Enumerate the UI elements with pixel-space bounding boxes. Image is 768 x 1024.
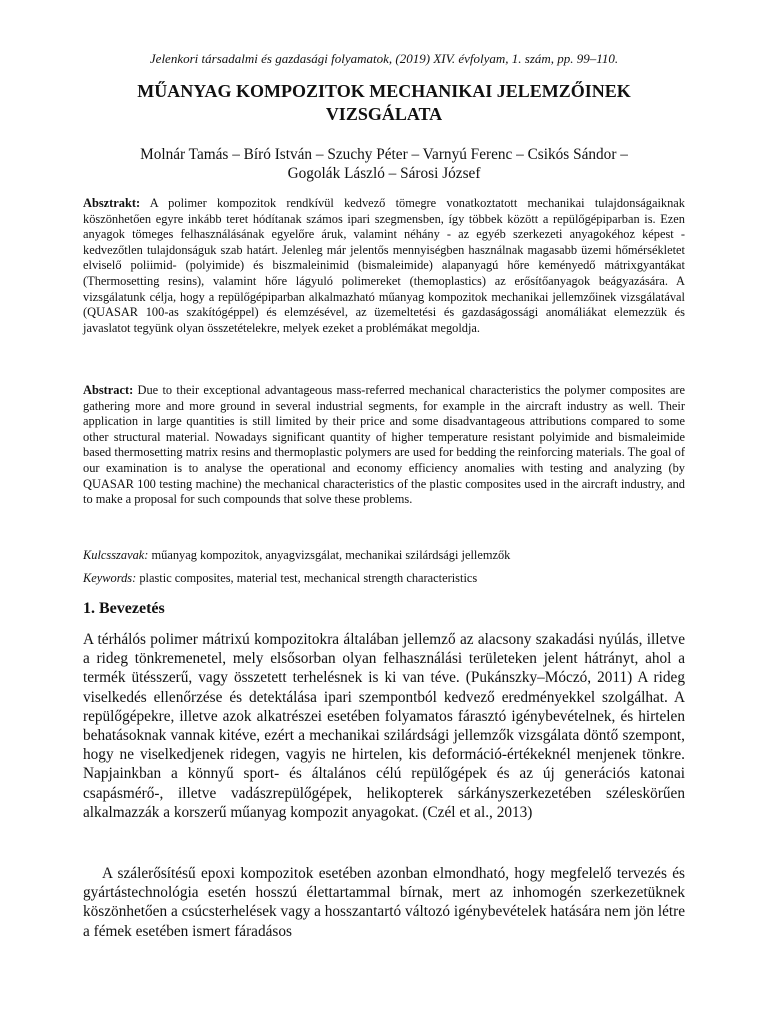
section-heading: 1. Bevezetés bbox=[83, 600, 165, 617]
journal-header: Jelenkori társadalmi és gazdasági folyamatok, (2019) XIV. évfolyam, 1. szám, pp. 99–110. bbox=[149, 51, 619, 66]
keywords-hungarian bbox=[83, 548, 685, 564]
authors-line-1: Molnár Tamás – Bíró István – Szuchy Péter – Varnyú Ferenc – Csikós Sándor – bbox=[140, 146, 628, 163]
author-list bbox=[83, 145, 685, 183]
keywords-english bbox=[83, 571, 685, 587]
abstract-en-text: Due to their exceptional advantageous mass-referred mechanical characteristics the polymer composites are gathering more and more ground in several industrial segments, for example in the aircraft industry as well. Their application in large quantities is still limited by their price and some disadvantageous attributions compared to some other structural material. Nowadays significant quantity of higher temperature resistant polyimide and bismaleimide based thermosetting matrix resins and thermoplastic polymers are used for bedding the reinforcing materials. The goal of our examination is to analyse the operational and economy efficiency anomalies with testing and analyzing (by QUASAR 100 testing machine) the mechanical characteristics of the plastic composites used in the aircraft industry, and to make a proposal for such compounds that solve these problems. bbox=[83, 383, 685, 507]
abstract-hu-text: A polimer kompozitok rendkívül kedvező tömegre vonatkoztatott mechanikai tulajdonságaiknak köszönhetően egyre inkább teret hódítanak számos ipari szegmensben, így többek között a repülőgépiparban is. Ezen anyagok tömeges felhasználásának egyelőre áruk, valamint néhány - az egyéb szerkezeti anyagokéhoz képest - kedvezőtlen tulajdonságuk szab határt. Jelenleg már jelentős mennyiségben használnak magasabb üzemi hőmérsékletet elviselő poliimid- (polyimide) és biszmaleinimid (bismaleimide) alapanyagú hőre keményedő mátrixgyantákat (Thermosetting resins), valamint hőre lágyuló polimereket (themoplastics) az erősítőanyagok beágyazására. A vizsgálatunk célja, hogy a repülőgépiparban alkalmazható műanyag kompozitok mechanikai jellemzőinek vizsgálatával (QUASAR 100-as szakítógéppel) és elemzésével, az üzemeltetési és gazdaságossági anomáliákat elemezzük és javaslatot tegyünk olyan összetételekre, melyek ezeket a problémákat megoldja. bbox=[83, 196, 685, 335]
abstract-hungarian bbox=[83, 196, 685, 336]
abstract-en-label: Abstract: bbox=[83, 383, 134, 397]
keywords-en-text: plastic composites, material test, mechanical strength characteristics bbox=[139, 571, 478, 585]
abstract-english bbox=[83, 383, 685, 508]
keywords-en-label: Keywords: bbox=[83, 571, 137, 585]
abstract-hu-label: Absztrakt: bbox=[83, 196, 141, 210]
body-paragraph-1: A térhálós polimer mátrixú kompozitokra általában jellemző az alacsony szakadási nyúlás, illetve a rideg tönkremenetel, mely elsősorban olyan felhasználási területeken jelent hátrányt, ahol a termék ütésszerű, vagy összetett terhelésnek is ki van téve. (Pukánszky–Móczó, 2011) A rideg viselkedés ellenőrzése és detektálása ipari szempontból kedvező eredményekkel szolgálhat. A repülőgépekre, illetve azok alkatrészei esetében folyamatos fárasztó igénybevételnek, és hirtelen behatásoknak vannak kitéve, ezért a mechanikai szilárdsági jellemzők vizsgálata döntő szempont, hogy ne viselkedjenek ridegen, vagyis ne hirtelen, kis deformáció-értékeknél menjenek tönkre. Napjainkban a könnyű sport- és általános célú repülőgépek és az új generációs katonai csapásmérő-, illetve vadászrepülőgépek, helikopterek sárkányszerkezetében széleskörűen alkalmazzák a korszerű műanyag kompozit anyagokat. (Czél et al., 2013) bbox=[83, 631, 685, 821]
keywords-hu-text: műanyag kompozitok, anyagvizsgálat, mechanikai szilárdsági jellemzők bbox=[151, 548, 511, 562]
article-title: MŰANYAG KOMPOZITOK MECHANIKAI JELEMZŐINEK VIZSGÁLATA bbox=[137, 81, 631, 124]
authors-line-2: Gogolák László – Sárosi József bbox=[287, 165, 481, 182]
keywords-hu-label: Kulcsszavak: bbox=[83, 548, 149, 562]
body-paragraph-2: A szálerősítésű epoxi kompozitok esetében azonban elmondható, hogy megfelelő tervezés és gyártástechnológia esetén hosszú élettartammal bírnak, mert az inhomogén szerkezetüknek köszönhetően a csúcsterhelések vagy a hosszantartó változó igénybevételek hatására nem jön létre a fémek esetében ismert fáradásos bbox=[83, 865, 685, 940]
